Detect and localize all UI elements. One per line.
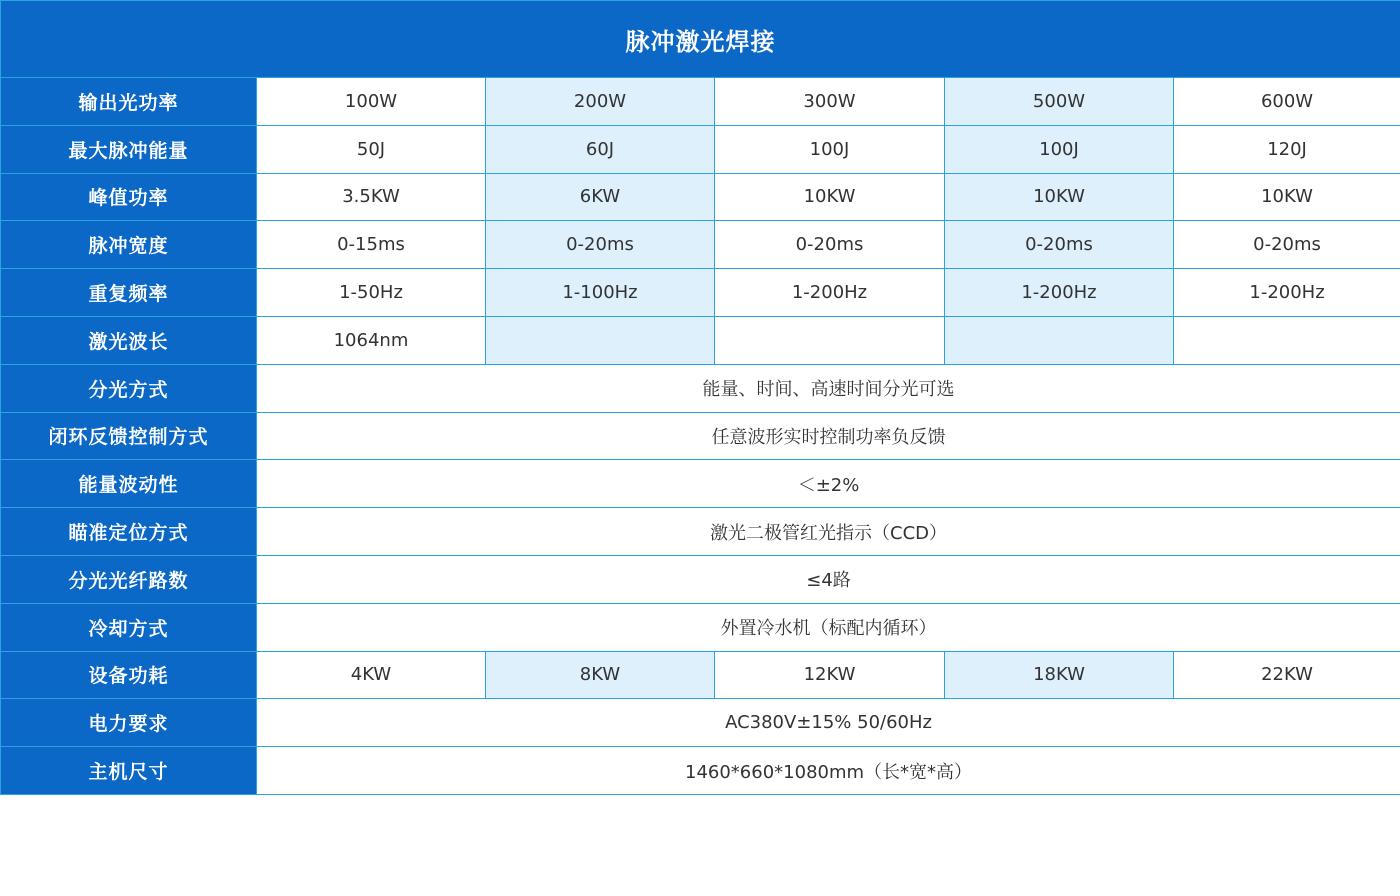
merged-value-cell: ≤4路 (257, 555, 1400, 603)
value-cell: 600W (1174, 78, 1400, 126)
merged-value-cell: ＜±2% (257, 460, 1400, 508)
value-cell (486, 316, 715, 364)
table-title: 脉冲激光焊接 (1, 1, 1400, 78)
table-row (1, 125, 1400, 173)
value-cell: 1-200Hz (945, 269, 1174, 317)
merged-value-cell: 外置冷水机（标配内循环） (257, 603, 1400, 651)
value-cell: 500W (945, 78, 1174, 126)
merged-value-cell: 能量、时间、高速时间分光可选 (257, 364, 1400, 412)
value-cell: 100J (945, 125, 1174, 173)
row-label: 输出光功率 (1, 78, 257, 126)
row-label: 冷却方式 (1, 603, 257, 651)
value-cell: 1-100Hz (486, 269, 715, 317)
row-label: 脉冲宽度 (1, 221, 257, 269)
table-row (1, 412, 1400, 460)
row-label: 分光方式 (1, 364, 257, 412)
table-row (1, 555, 1400, 603)
table-row (1, 603, 1400, 651)
table-row (1, 173, 1400, 221)
value-cell: 10KW (1174, 173, 1400, 221)
row-label: 闭环反馈控制方式 (1, 412, 257, 460)
table-row (1, 364, 1400, 412)
table-row (1, 508, 1400, 556)
value-cell (945, 316, 1174, 364)
spec-table-body (1, 78, 1400, 795)
row-label: 电力要求 (1, 699, 257, 747)
value-cell: 10KW (945, 173, 1174, 221)
value-cell: 22KW (1174, 651, 1400, 699)
merged-value-cell: AC380V±15% 50/60Hz (257, 699, 1400, 747)
row-label: 峰值功率 (1, 173, 257, 221)
value-cell: 200W (486, 78, 715, 126)
value-cell: 10KW (715, 173, 945, 221)
value-cell (1174, 316, 1400, 364)
value-cell: 100J (715, 125, 945, 173)
value-cell (715, 316, 945, 364)
merged-value-cell: 激光二极管红光指示（CCD） (257, 508, 1400, 556)
row-label: 设备功耗 (1, 651, 257, 699)
value-cell: 3.5KW (257, 173, 486, 221)
value-cell: 120J (1174, 125, 1400, 173)
row-label: 激光波长 (1, 316, 257, 364)
value-cell: 0-20ms (486, 221, 715, 269)
merged-value-cell: 任意波形实时控制功率负反馈 (257, 412, 1400, 460)
table-row (1, 747, 1400, 795)
value-cell: 100W (257, 78, 486, 126)
row-label: 瞄准定位方式 (1, 508, 257, 556)
row-label: 能量波动性 (1, 460, 257, 508)
value-cell: 8KW (486, 651, 715, 699)
table-row (1, 651, 1400, 699)
value-cell: 12KW (715, 651, 945, 699)
value-cell: 4KW (257, 651, 486, 699)
value-cell: 1-200Hz (1174, 269, 1400, 317)
value-cell: 0-20ms (715, 221, 945, 269)
value-cell: 50J (257, 125, 486, 173)
table-row (1, 316, 1400, 364)
value-cell: 1-50Hz (257, 269, 486, 317)
value-cell: 1-200Hz (715, 269, 945, 317)
value-cell: 1064nm (257, 316, 486, 364)
row-label: 分光光纤路数 (1, 555, 257, 603)
row-label: 最大脉冲能量 (1, 125, 257, 173)
value-cell: 18KW (945, 651, 1174, 699)
value-cell: 0-20ms (945, 221, 1174, 269)
table-row (1, 269, 1400, 317)
table-row (1, 460, 1400, 508)
value-cell: 60J (486, 125, 715, 173)
row-label: 主机尺寸 (1, 747, 257, 795)
table-row (1, 221, 1400, 269)
value-cell: 0-20ms (1174, 221, 1400, 269)
value-cell: 6KW (486, 173, 715, 221)
table-row (1, 699, 1400, 747)
merged-value-cell: 1460*660*1080mm（长*宽*高） (257, 747, 1400, 795)
table-row (1, 78, 1400, 126)
row-label: 重复频率 (1, 269, 257, 317)
value-cell: 0-15ms (257, 221, 486, 269)
value-cell: 300W (715, 78, 945, 126)
